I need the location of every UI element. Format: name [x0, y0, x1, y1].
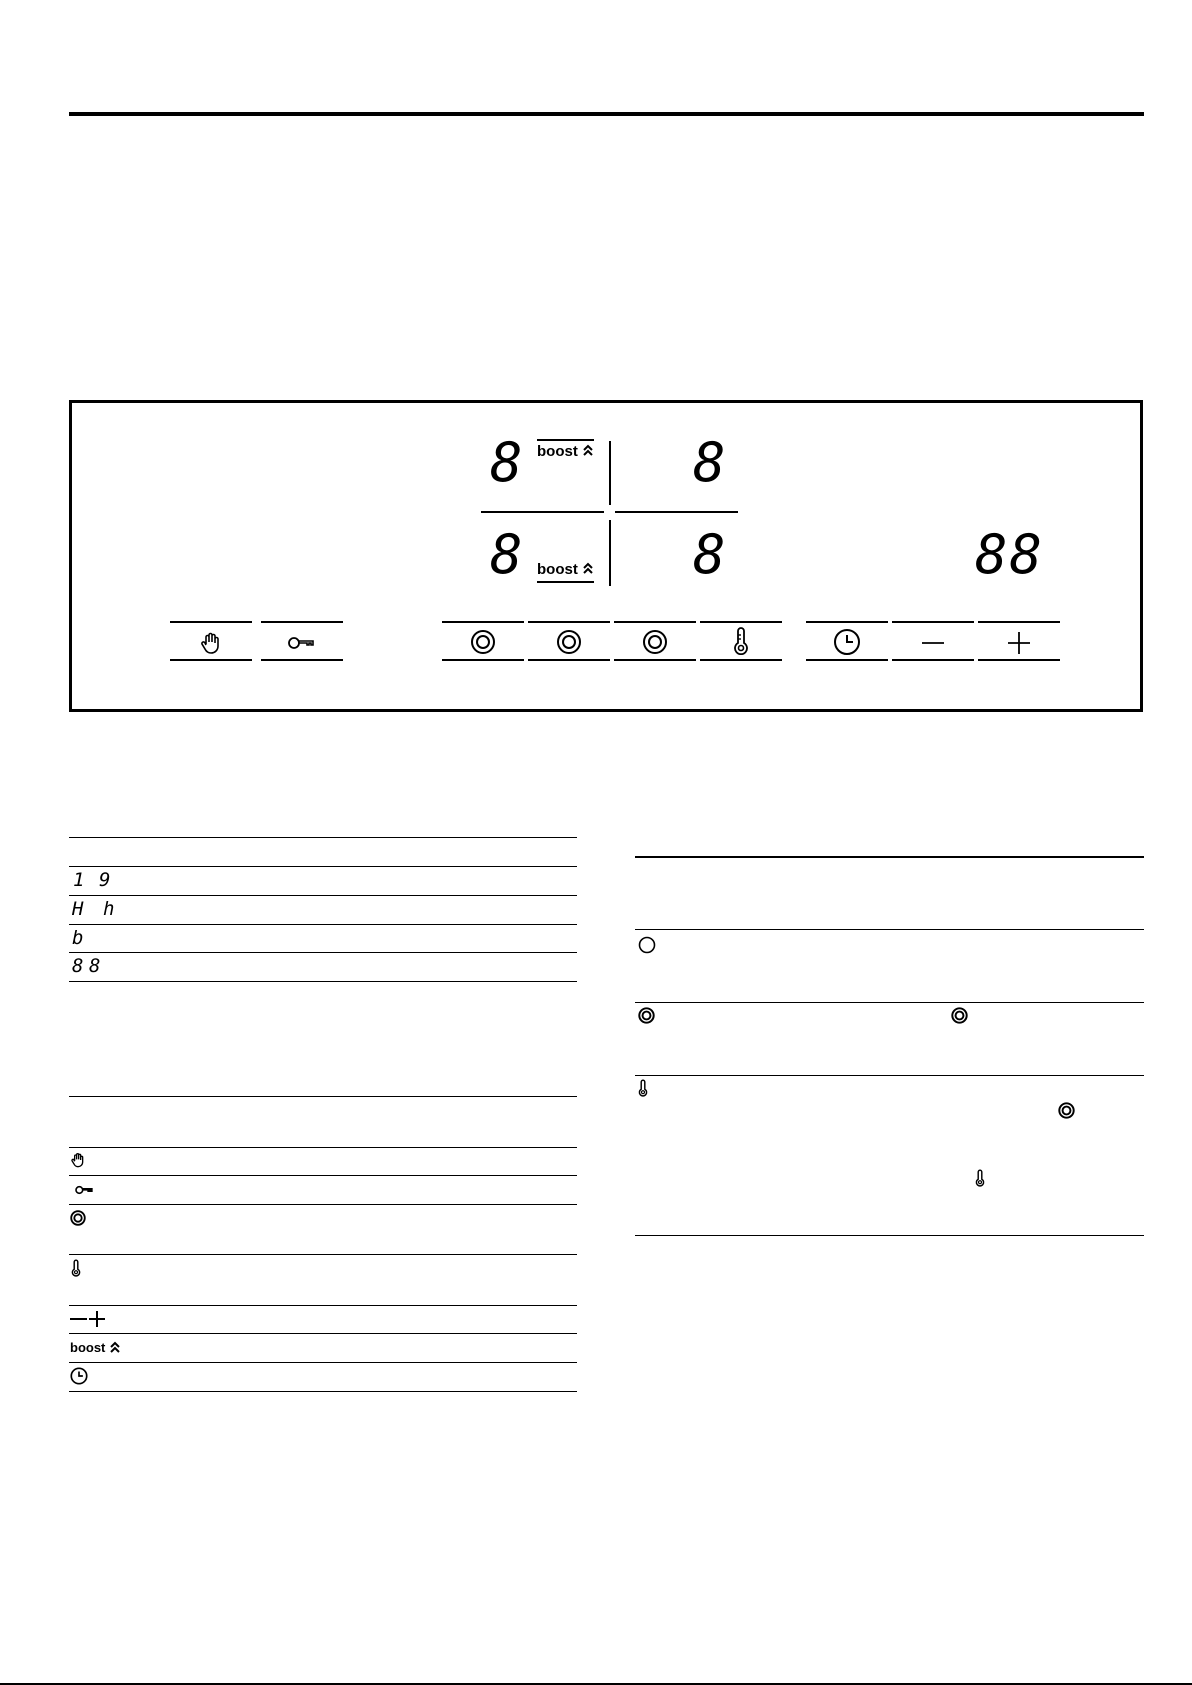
display-symbol-residual-heat-high: H — [72, 898, 84, 920]
main-switch-hand-icon — [199, 631, 223, 655]
table-rule — [635, 1235, 1144, 1236]
timer-display: 88 — [975, 523, 1045, 586]
minus-icon — [921, 631, 945, 655]
zone-divider-horizontal-left — [481, 511, 604, 513]
zone-select-button-2[interactable] — [528, 621, 610, 661]
dual-circuit-icon — [951, 1007, 968, 1024]
clock-icon — [70, 1367, 88, 1385]
double-chevron-up-icon — [582, 443, 594, 457]
table-rule — [69, 1333, 577, 1334]
child-lock-key-icon — [287, 631, 315, 655]
boost-label: boost — [537, 561, 578, 578]
plus-icon — [1007, 631, 1031, 655]
double-chevron-up-icon — [109, 1340, 121, 1354]
table-rule — [69, 837, 577, 838]
display-symbol-timer-b: 8 — [89, 955, 101, 977]
table-rule — [69, 1254, 577, 1255]
thermometer-icon — [731, 627, 751, 655]
table-rule — [69, 924, 577, 925]
boost-label: boost — [70, 1340, 106, 1355]
display-symbol-timer-a: 8 — [72, 955, 84, 977]
boost-indicator-bottom — [537, 561, 594, 583]
double-chevron-up-icon — [582, 561, 594, 575]
display-symbol-boost: b — [72, 927, 84, 949]
single-circuit-icon — [638, 936, 656, 954]
table-rule — [69, 1391, 577, 1392]
minus-button[interactable] — [892, 621, 974, 661]
table-rule — [69, 1204, 577, 1205]
table-rule — [635, 856, 1144, 858]
thermometer-icon — [637, 1079, 649, 1097]
boost-label: boost — [537, 443, 578, 460]
table-rule — [69, 866, 577, 867]
table-rule — [635, 1002, 1144, 1003]
main-switch-button[interactable] — [170, 621, 252, 661]
plus-button[interactable] — [978, 621, 1060, 661]
zone-select-icon — [556, 629, 582, 655]
table-rule — [69, 1147, 577, 1148]
table-rule — [635, 1075, 1144, 1076]
child-lock-key-icon — [70, 1182, 98, 1198]
display-symbol-residual-heat-low: h — [103, 898, 115, 920]
zone-back-left-display: 8 — [490, 431, 523, 494]
table-rule — [69, 1305, 577, 1306]
table-rule — [69, 1175, 577, 1176]
boost-indicator-top — [537, 439, 594, 461]
zone-select-button-3[interactable] — [614, 621, 696, 661]
timer-button[interactable] — [806, 621, 888, 661]
zone-front-right-display: 8 — [693, 523, 726, 586]
zone-divider-vertical-bottom — [609, 520, 611, 586]
thermometer-icon — [70, 1259, 82, 1277]
zone-select-button-1[interactable] — [442, 621, 524, 661]
dual-circuit-icon — [638, 1007, 655, 1024]
zone-select-icon — [470, 629, 496, 655]
table-rule — [69, 1096, 577, 1097]
frying-sensor-button[interactable] — [700, 621, 782, 661]
dual-circuit-icon — [1058, 1102, 1075, 1119]
thermometer-icon — [974, 1169, 986, 1187]
zone-divider-horizontal-right — [615, 511, 738, 513]
zone-back-right-display: 8 — [693, 431, 726, 494]
minus-plus-icon — [70, 1310, 106, 1328]
display-symbol-max: 9 — [99, 869, 111, 891]
table-rule — [69, 895, 577, 896]
display-symbol-min: 1 — [73, 869, 85, 891]
zone-front-left-display: 8 — [490, 523, 523, 586]
clock-icon — [833, 628, 861, 656]
main-switch-hand-icon — [70, 1151, 86, 1169]
table-rule — [69, 1362, 577, 1363]
control-panel-diagram — [69, 400, 1143, 712]
table-rule — [69, 952, 577, 953]
zone-select-icon — [642, 629, 668, 655]
zone-divider-vertical-top — [609, 441, 611, 505]
boost-symbol — [70, 1340, 121, 1356]
table-rule — [69, 981, 577, 982]
table-rule — [635, 929, 1144, 930]
child-lock-button[interactable] — [261, 621, 343, 661]
zone-select-icon — [70, 1210, 86, 1226]
header-rule — [69, 112, 1144, 116]
